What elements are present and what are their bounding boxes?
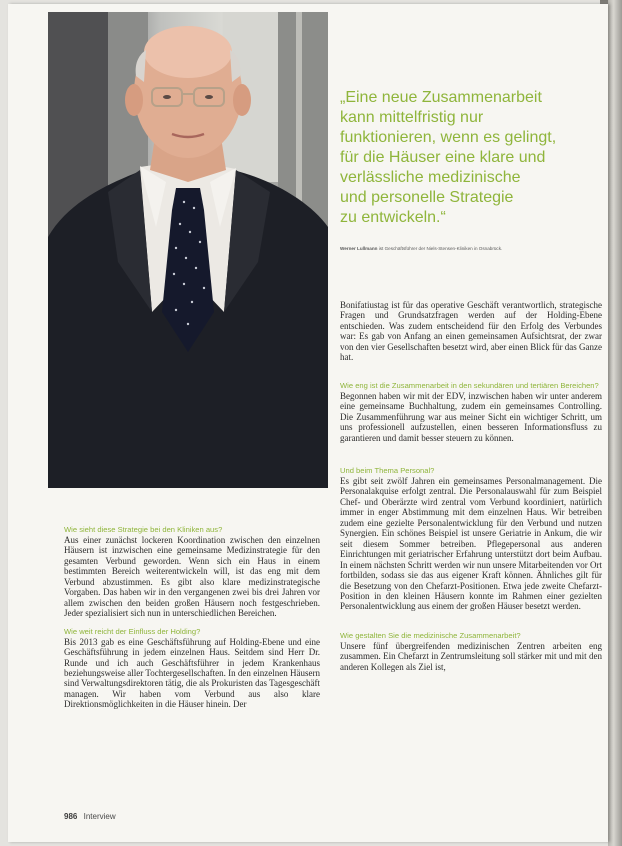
section-heading: Wie gestalten Sie die medizinische Zusammenarbeit? <box>340 630 521 640</box>
section-body: Unsere fünf übergreifenden medizinischen Zentren arbeiten eng zusammen. Ein Chefarzt in Zentrumsleitung soll stärker mit und mit den anderen Kollegen als Ziel ist, <box>340 640 602 672</box>
quote-attribution <box>340 246 602 252</box>
attribution-role: ist Geschäftsführer der Niels-Stensen-Kliniken in Osnabrück. <box>378 246 503 251</box>
section-heading: Und beim Thema Personal? <box>340 465 435 475</box>
intro-paragraph: Bonifatiustag ist für das operative Geschäft verantwortlich, strategische Fragen und Grundsatzfragen werden auf der Holding-Ebene entschieden. Was zudem entscheidend für den Erfolg des Verbundes war: Es gab von Anfang an einen gemeinsamen Aufsichtsrat, der zwar von den vier Gesellschaften besetzt wird, aber einen Blick für das Ganze hat. <box>340 300 602 363</box>
left-text-column <box>64 525 320 718</box>
page-number: 986 <box>64 812 78 821</box>
section-body: Aus einer zunächst lockeren Koordination zwischen den einzelnen Häusern ist inzwischen eine gemeinsame Medizinstrategie für den gesamten Verbund geworden. Wenn sich ein Haus in einem bestimmten Bereich weiterentwickeln will, ist das eng mit dem Verbund abzustimmen. Es gibt also klare medizinstrategische Vorgaben. Das haben wir in den vergangenen zwei bis drei Jahren vor allem zwischen den beiden großen Häusern noch festgeschrieben. Jeder spezialisiert sich nun in unterschiedlichen Bereichen. <box>64 535 320 619</box>
section-heading: Wie eng ist die Zusammenarbeit in den sekundären und tertiären Bereichen? <box>340 380 599 390</box>
page-footer <box>64 812 116 821</box>
section-body: Begonnen haben wir mit der EDV, inzwischen haben wir unter anderem eine gemeinsame Buchhaltung, zudem ein gemeinsames Controlling. Die Zusammenführung war aus meiner Sicht ein wichtiger Schritt, um uns professionell aufzustellen, einen besseren Informationsfluss zu garantieren und damit besser steuern zu können. <box>340 390 602 443</box>
section-heading: Wie weit reicht der Einfluss der Holding? <box>64 626 201 636</box>
right-text-column <box>340 300 602 680</box>
portrait-photo <box>48 12 328 488</box>
section-heading: Wie sieht diese Strategie bei den Kliniken aus? <box>64 525 223 534</box>
page-edge <box>608 0 622 846</box>
section-body: Bis 2013 gab es eine Geschäftsführung auf Holding-Ebene und eine Geschäftsführung in jedem einzelnen Haus. Seitdem sind Herr Dr. Runde und ich auch Geschäftsführer in jedem Krankenhaus beziehungsweise aller Tochtergesellschaften. In den einzelnen Häusern sind Verwaltungsdirektoren tätig, die als Prokuristen das Tagesgeschäft managen. Wir haben vom Verbund aus also klare Direktionsmöglichkeiten in die Häuser hinein. Der <box>64 636 320 710</box>
attribution-name: Werner Lullmann <box>340 246 378 251</box>
footer-label: Interview <box>83 812 116 821</box>
pull-quote: „Eine neue Zusammenarbeit kann mittelfristig nur funktionieren, wenn es gelingt, für die Häuser eine klare und verlässliche medizinische und personelle Strategie zu entwickeln.“ <box>340 89 557 226</box>
section-body: Es gibt seit zwölf Jahren ein gemeinsames Personalmanagement. Die Personalakquise erfolgt zentral. Die Personalauswahl für zum Beispiel Chef- und Oberärzte wird zentral vom Verbund koordiniert, natürlich immer in enger Abstimmung mit dem einzelnen Haus. Wir betreiben zudem eine gezielte Personalentwicklung für den Verbund und nutzen Synergien. Ein schönes Beispiel ist unsere Geriatrie in Ankum, die wir seit diesem Sommer betreiben. Pflegepersonal aus anderen Einrichtungen mit geriatrischer Erfahrung unterstützt dort beim Aufbau. In einem nächsten Schritt werden wir nun unsere Mitarbeitenden vor Ort fortbilden, sodass sie das aus eigener Kraft können. Ähnliches gilt für die Besetzung von den Chefarzt-Positionen. Etwa jede zweite Chefarzt-Position in den kleinen Häusern konnte im Rahmen einer gezielten Personalentwicklung aus einem der großen Häuser besetzt werden. <box>340 475 602 612</box>
